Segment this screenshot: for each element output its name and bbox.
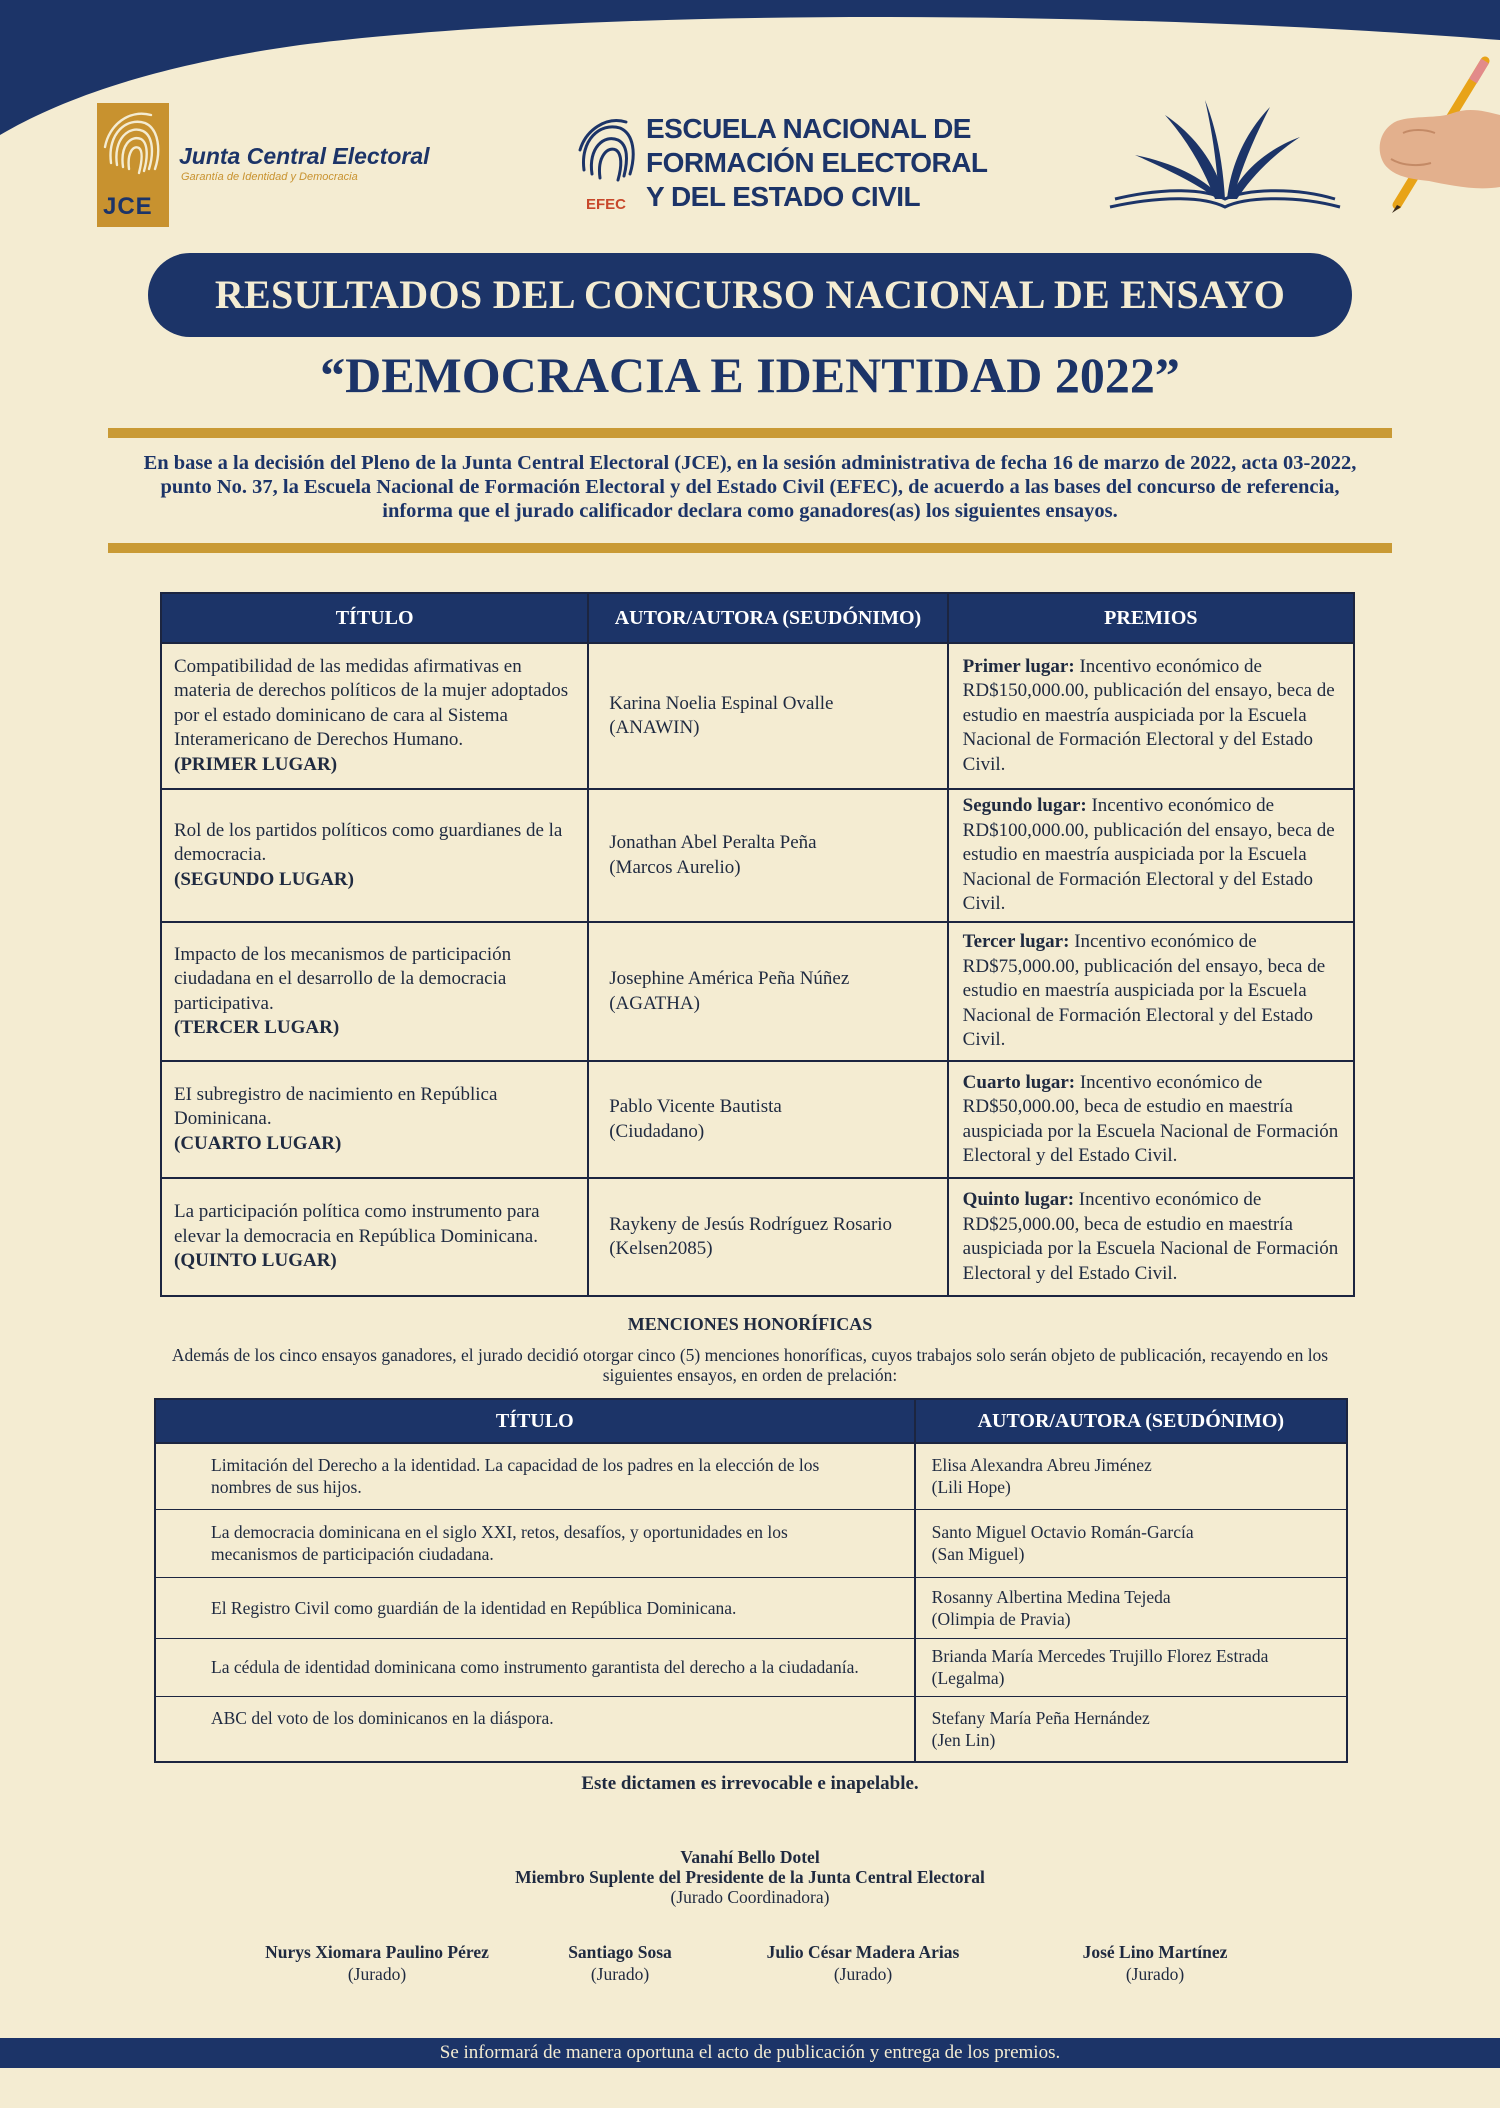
jce-mark-text: JCE bbox=[103, 193, 153, 220]
column-header-title: TÍTULO bbox=[161, 593, 588, 643]
mention-title: La cédula de identidad dominicana como instrumento garantista del derecho a la ciudadanía. bbox=[155, 1638, 915, 1696]
jury-role: (Jurado) bbox=[833, 1964, 893, 1984]
author-name: Pablo Vicente Bautista bbox=[609, 1096, 782, 1117]
prize-text: Incentivo económico de RD$100,000.00, publicación del ensayo, beca de estudio en maestría auspiciada por la Escuela Nacional de Formación Electoral y del Estado Civil. bbox=[962, 795, 1335, 915]
table-header-row bbox=[155, 1399, 1347, 1443]
efec-badge: EFEC bbox=[586, 196, 627, 213]
prize-cell bbox=[948, 789, 1354, 922]
prize-label: Cuarto lugar: bbox=[962, 1071, 1076, 1093]
author-cell bbox=[588, 643, 947, 789]
mention-title: ABC del voto de los dominicanos en la diáspora. bbox=[155, 1696, 915, 1762]
author-name: Josephine América Peña Núñez bbox=[609, 968, 850, 989]
jury-name: Julio César Madera Arias bbox=[766, 1942, 960, 1962]
jce-logo bbox=[97, 103, 430, 227]
table-row bbox=[161, 1178, 1354, 1296]
essay-title-cell bbox=[161, 922, 588, 1061]
page-subtitle: “DEMOCRACIA E IDENTIDAD 2022” bbox=[320, 347, 1180, 403]
author-pseudonym: (Jen Lin) bbox=[931, 1729, 996, 1750]
coordinator-role: (Jurado Coordinadora) bbox=[670, 1887, 830, 1907]
essay-title: Compatibilidad de las medidas afirmativas en materia de derechos políticos de la mujer adoptados por el estado dominicano de cara al Sistema Interamericano de Derechos Humano. bbox=[174, 655, 569, 751]
essay-place: (CUARTO LUGAR) bbox=[174, 1132, 342, 1154]
author-name: Karina Noelia Espinal Ovalle bbox=[609, 692, 834, 714]
author-name: Elisa Alexandra Abreu Jiménez bbox=[931, 1455, 1152, 1476]
author-pseudonym: (ANAWIN) bbox=[609, 717, 700, 738]
column-header-title: TÍTULO bbox=[155, 1399, 915, 1443]
prize-label: Quinto lugar: bbox=[962, 1189, 1075, 1210]
jce-tagline: Garantía de Identidad y Democracia bbox=[181, 171, 358, 183]
table-row bbox=[155, 1577, 1347, 1638]
table-row bbox=[161, 643, 1354, 789]
jce-mark bbox=[97, 103, 169, 227]
mention-author-cell bbox=[915, 1696, 1347, 1762]
prize-label: Primer lugar: bbox=[962, 655, 1075, 677]
prize-cell bbox=[948, 1178, 1354, 1296]
author-pseudonym: (Ciudadano) bbox=[609, 1120, 705, 1142]
table-row bbox=[155, 1509, 1347, 1577]
coordinator-signature bbox=[0, 1847, 1500, 1907]
author-pseudonym: (Legalma) bbox=[931, 1668, 1005, 1688]
winners-table bbox=[160, 592, 1355, 1297]
jury-member bbox=[713, 1941, 1013, 1985]
efec-line: ESCUELA NACIONAL DE bbox=[646, 113, 971, 144]
hand-pencil-icon bbox=[1345, 55, 1500, 215]
mentions-heading: MENCIONES HONORÍFICAS bbox=[627, 1314, 873, 1334]
column-header-prizes: PREMIOS bbox=[948, 593, 1354, 643]
mention-author-cell bbox=[915, 1638, 1347, 1696]
mention-author-cell bbox=[915, 1509, 1347, 1577]
gold-divider bbox=[108, 428, 1392, 438]
author-pseudonym: (Olimpia de Pravia) bbox=[931, 1608, 1071, 1629]
author-name: Rosanny Albertina Medina Tejeda bbox=[931, 1586, 1171, 1607]
jury-name: José Lino Martínez bbox=[1082, 1942, 1228, 1962]
author-pseudonym: (Kelsen2085) bbox=[609, 1238, 713, 1259]
prize-cell bbox=[948, 922, 1354, 1061]
author-pseudonym: (Lili Hope) bbox=[931, 1477, 1011, 1498]
author-cell bbox=[588, 789, 947, 922]
jury-role: (Jurado) bbox=[590, 1964, 650, 1984]
essay-place: (QUINTO LUGAR) bbox=[174, 1250, 337, 1272]
author-name: Brianda María Mercedes Trujillo Florez Estrada bbox=[931, 1646, 1269, 1666]
table-row bbox=[161, 789, 1354, 922]
mention-title: La democracia dominicana en el siglo XXI, retos, desafíos, y oportunidades en los mecanismos de participación ciudadana. bbox=[155, 1509, 915, 1577]
prize-cell bbox=[948, 1061, 1354, 1178]
mention-author-cell bbox=[915, 1577, 1347, 1638]
author-cell bbox=[588, 1061, 947, 1178]
author-cell bbox=[588, 922, 947, 1061]
author-name: Stefany María Peña Hernández bbox=[931, 1707, 1150, 1728]
jury-role: (Jurado) bbox=[1125, 1964, 1185, 1984]
table-row bbox=[161, 922, 1354, 1061]
prize-text: Incentivo económico de RD$50,000.00, beca de estudio en maestría auspiciada por la Escuela Nacional de Formación Electoral y del Estado Civil. bbox=[962, 1071, 1339, 1166]
column-header-author: AUTOR/AUTORA (SEUDÓNIMO) bbox=[588, 593, 947, 643]
jury-name: Santiago Sosa bbox=[568, 1942, 672, 1962]
mention-title: El Registro Civil como guardián de la identidad en República Dominicana. bbox=[155, 1577, 915, 1638]
prize-text: Incentivo económico de RD$25,000.00, beca de estudio en maestría auspiciada por la Escuela Nacional de Formación Electoral y del Estado Civil. bbox=[962, 1189, 1339, 1284]
efec-fingerprint-icon bbox=[576, 114, 640, 194]
prize-text: Incentivo económico de RD$150,000.00, publicación del ensayo, beca de estudio en maestría auspiciada por la Escuela Nacional de Formación Electoral y del Estado Civil. bbox=[962, 655, 1335, 775]
essay-title-cell bbox=[161, 789, 588, 922]
author-name: Jonathan Abel Peralta Peña bbox=[609, 832, 817, 853]
efec-logo bbox=[576, 112, 988, 222]
author-pseudonym: (Marcos Aurelio) bbox=[609, 856, 741, 878]
jury-member bbox=[1005, 1941, 1305, 1985]
essay-place: (TERCER LUGAR) bbox=[174, 1017, 340, 1038]
fingerprint-icon bbox=[97, 103, 169, 193]
prize-label: Segundo lugar: bbox=[962, 795, 1087, 817]
table-row bbox=[161, 1061, 1354, 1178]
table-row bbox=[155, 1638, 1347, 1696]
essay-title: La participación política como instrumento para elevar la democracia en República Dominicana. bbox=[174, 1201, 540, 1247]
essay-place: (SEGUNDO LUGAR) bbox=[174, 868, 354, 890]
author-pseudonym: (AGATHA) bbox=[609, 992, 700, 1014]
gold-divider bbox=[108, 543, 1392, 553]
jury-role: (Jurado) bbox=[347, 1964, 407, 1984]
author-cell bbox=[588, 1178, 947, 1296]
coordinator-name: Vanahí Bello Dotel bbox=[680, 1847, 820, 1867]
verdict-statement: Este dictamen es irrevocable e inapelable. bbox=[581, 1773, 919, 1794]
author-name: Raykeny de Jesús Rodríguez Rosario bbox=[609, 1213, 893, 1235]
mention-author-cell bbox=[915, 1443, 1347, 1509]
essay-title-cell bbox=[161, 643, 588, 789]
table-header-row bbox=[161, 593, 1354, 643]
open-book-icon bbox=[1105, 95, 1345, 215]
jce-name: Junta Central Electoral bbox=[179, 143, 430, 169]
page-title: RESULTADOS DEL CONCURSO NACIONAL DE ENSAYO bbox=[148, 253, 1352, 337]
essay-title: EI subregistro de nacimiento en República Dominicana. bbox=[174, 1083, 498, 1130]
mentions-intro: Además de los cinco ensayos ganadores, el jurado decidió otorgar cinco (5) menciones honoríficas, cuyos trabajos solo serán objeto de publicación, recayendo en los siguientes ensayos, en orden de prelación: bbox=[171, 1345, 1329, 1385]
essay-title-cell bbox=[161, 1178, 588, 1296]
author-name: Santo Miguel Octavio Román-García bbox=[931, 1522, 1194, 1542]
author-pseudonym: (San Miguel) bbox=[931, 1544, 1025, 1564]
intro-paragraph: En base a la decisión del Pleno de la Junta Central Electoral (JCE), en la sesión administrativa de fecha 16 de marzo de 2022, acta 03-2022, punto No. 37, la Escuela Nacional de Formación Electoral y del Estado Civil (EFEC), de acuerdo a las bases del concurso de referencia, informa que el jurado calificador declara como ganadores(as) los siguientes ensayos. bbox=[143, 452, 1357, 522]
efec-name bbox=[646, 112, 988, 214]
mention-title: Limitación del Derecho a la identidad. La capacidad de los padres en la elección de los nombres de sus hijos. bbox=[155, 1443, 915, 1509]
table-row bbox=[155, 1443, 1347, 1509]
table-row bbox=[155, 1696, 1347, 1762]
footer-notice: Se informará de manera oportuna el acto de publicación y entrega de los premios. bbox=[0, 2038, 1500, 2068]
efec-line: FORMACIÓN ELECTORAL bbox=[646, 147, 988, 178]
prize-label: Tercer lugar: bbox=[962, 931, 1070, 953]
essay-place: (PRIMER LUGAR) bbox=[174, 753, 338, 775]
essay-title: Impacto de los mecanismos de participación ciudadana en el desarrollo de la democracia participativa. bbox=[174, 943, 512, 1014]
prize-cell bbox=[948, 643, 1354, 789]
efec-line: Y DEL ESTADO CIVIL bbox=[646, 181, 921, 212]
mentions-table bbox=[154, 1398, 1348, 1763]
jury-name: Nurys Xiomara Paulino Pérez bbox=[265, 1942, 489, 1962]
coordinator-position: Miembro Suplente del Presidente de la Junta Central Electoral bbox=[515, 1867, 985, 1887]
column-header-author: AUTOR/AUTORA (SEUDÓNIMO) bbox=[915, 1399, 1347, 1443]
essay-title: Rol de los partidos políticos como guardianes de la democracia. bbox=[174, 819, 563, 866]
essay-title-cell bbox=[161, 1061, 588, 1178]
prize-text: Incentivo económico de RD$75,000.00, publicación del ensayo, beca de estudio en maestría auspiciada por la Escuela Nacional de Formación Electoral y del Estado Civil. bbox=[962, 931, 1326, 1051]
